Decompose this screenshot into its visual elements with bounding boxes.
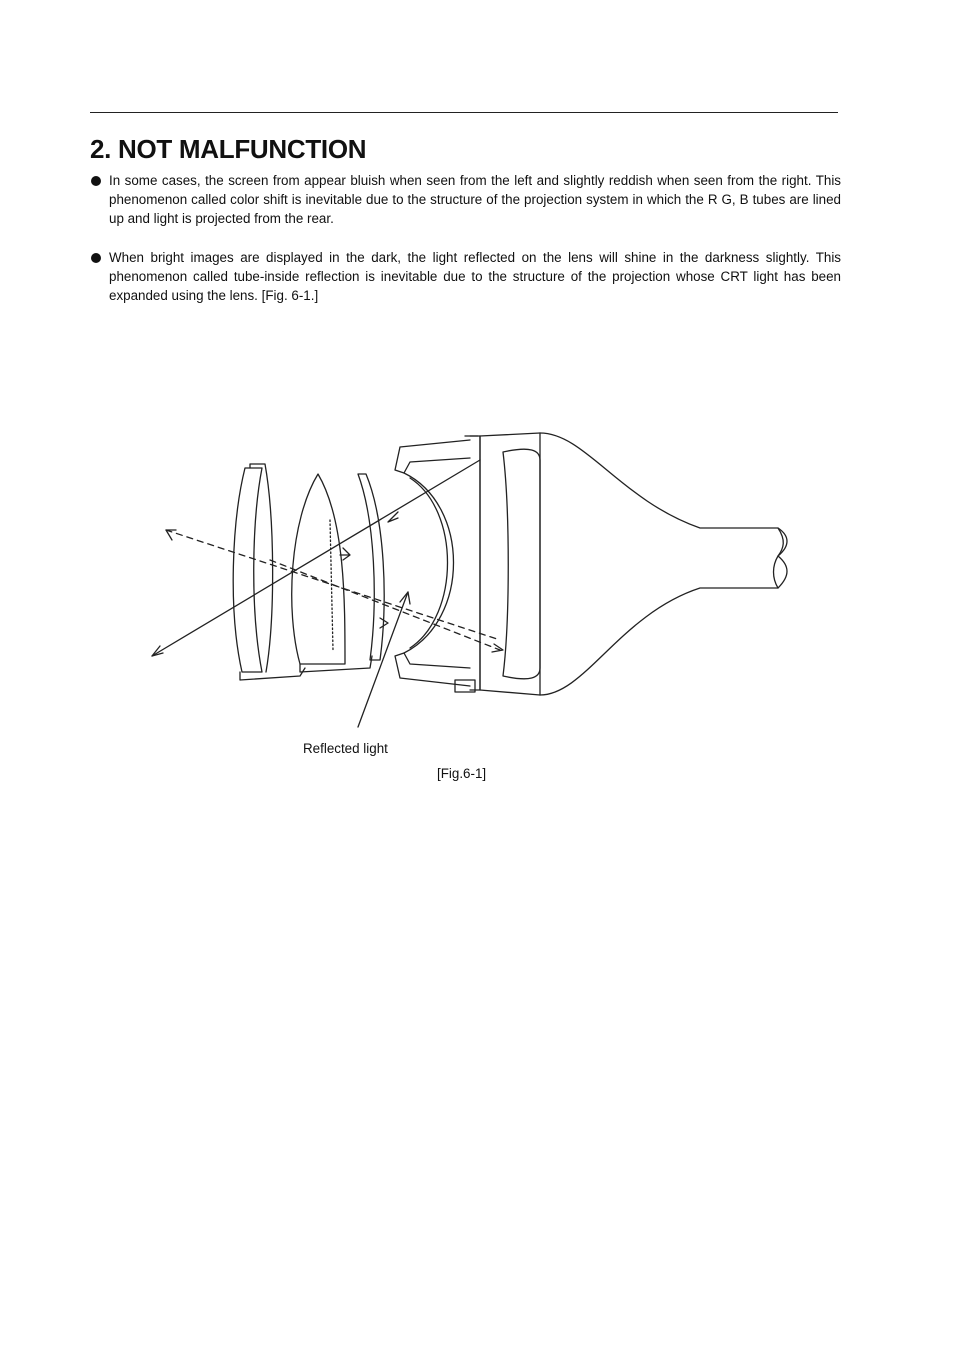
bullet-tube-reflection (90, 248, 841, 305)
bullet-text: In some cases, the screen from appear bluish when seen from the left and slightly reddish when seen from the right. This phenomenon called color shift is inevitable due to the structure of the projection system in which the R G, B tubes are lined up and light is projected from the rear. (109, 173, 841, 226)
lens-coupler-housing (395, 436, 480, 692)
figure-caption: [Fig.6-1] (437, 766, 487, 781)
bullet-color-shift (90, 171, 841, 228)
header-rule (90, 112, 838, 113)
bullet-dot-icon (91, 253, 101, 263)
bullet-text: When bright images are displayed in the dark, the light reflected on the lens will shine in the darkness slightly. This phenomenon called tube-inside reflection is inevitable due to the structure of the projection whose CRT light has been expanded using the lens. [Fig. 6-1.] (109, 250, 841, 303)
light-rays (152, 460, 503, 656)
reflected-light-label: Reflected light (303, 741, 388, 756)
bullet-list (90, 171, 841, 325)
lens-element-rear (358, 474, 384, 660)
crt-tube-outline (480, 433, 787, 695)
crt-lens-diagram (140, 425, 800, 735)
section-title: 2. NOT MALFUNCTION (90, 134, 367, 164)
bullet-dot-icon (91, 176, 101, 186)
